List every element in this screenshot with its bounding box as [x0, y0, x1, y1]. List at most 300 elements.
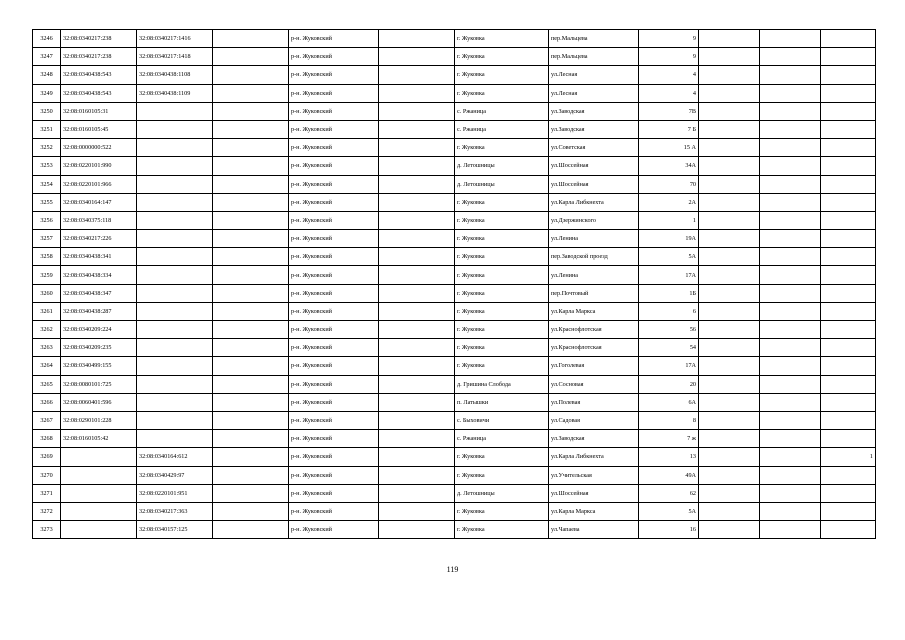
cadastral-number-cell: 32:08:0340438:287 — [61, 302, 137, 320]
empty-cell — [213, 502, 289, 520]
table-row — [33, 484, 876, 502]
district-cell: р-н. Жуковский — [289, 248, 379, 266]
empty-cell — [760, 102, 821, 120]
registry-table — [32, 29, 876, 539]
row-number-cell: 3253 — [33, 157, 61, 175]
extra-value-cell — [821, 230, 876, 248]
cadastral-number-cell: 32:08:0060401:596 — [61, 393, 137, 411]
extra-value-cell — [821, 302, 876, 320]
cadastral-number-cell: 32:08:0160105:31 — [61, 102, 137, 120]
extra-value-cell — [821, 30, 876, 48]
street-cell: ул.Ленина — [549, 230, 639, 248]
row-number-cell: 3273 — [33, 521, 61, 539]
empty-cell — [213, 321, 289, 339]
district-cell: р-н. Жуковский — [289, 120, 379, 138]
empty-cell — [213, 120, 289, 138]
locality-cell: г. Жуковка — [455, 139, 549, 157]
house-number-cell: 62 — [639, 484, 699, 502]
cadastral-number-cell: 32:08:0220101:990 — [61, 157, 137, 175]
street-cell: ул.Заводская — [549, 430, 639, 448]
extra-value-cell — [821, 284, 876, 302]
cadastral-number-cell: 32:08:0340217:238 — [61, 30, 137, 48]
row-number-cell: 3258 — [33, 248, 61, 266]
locality-cell: г. Жуковка — [455, 339, 549, 357]
district-cell: р-н. Жуковский — [289, 139, 379, 157]
locality-cell: г. Жуковка — [455, 84, 549, 102]
table-row — [33, 139, 876, 157]
cadastral-number-cell — [61, 521, 137, 539]
empty-cell — [699, 120, 760, 138]
street-cell: пер.Заводской проезд — [549, 248, 639, 266]
district-cell: р-н. Жуковский — [289, 193, 379, 211]
locality-cell: с. Ржаница — [455, 102, 549, 120]
table-row — [33, 211, 876, 229]
row-number-cell: 3266 — [33, 393, 61, 411]
row-number-cell: 3262 — [33, 321, 61, 339]
house-number-cell: 9 — [639, 30, 699, 48]
table-row — [33, 48, 876, 66]
house-number-cell: 4 — [639, 84, 699, 102]
locality-cell: г. Жуковка — [455, 357, 549, 375]
empty-cell — [699, 139, 760, 157]
empty-cell — [379, 430, 455, 448]
empty-cell — [379, 175, 455, 193]
extra-value-cell — [821, 102, 876, 120]
cadastral-number-cell: 32:08:0340217:238 — [61, 48, 137, 66]
empty-cell — [213, 357, 289, 375]
table-row — [33, 84, 876, 102]
table-row — [33, 375, 876, 393]
extra-value-cell — [821, 430, 876, 448]
table-row — [33, 411, 876, 429]
empty-cell — [379, 139, 455, 157]
row-number-cell: 3247 — [33, 48, 61, 66]
empty-cell — [699, 266, 760, 284]
object-cadastral-number-cell: 32:08:0340217:363 — [137, 502, 213, 520]
locality-cell: г. Жуковка — [455, 502, 549, 520]
street-cell: ул.Карла Маркса — [549, 502, 639, 520]
empty-cell — [760, 302, 821, 320]
street-cell: ул.Шоссейная — [549, 157, 639, 175]
empty-cell — [699, 339, 760, 357]
extra-value-cell — [821, 84, 876, 102]
extra-value-cell — [821, 175, 876, 193]
object-cadastral-number-cell — [137, 102, 213, 120]
table-body — [33, 30, 876, 539]
object-cadastral-number-cell — [137, 266, 213, 284]
empty-cell — [379, 30, 455, 48]
empty-cell — [699, 502, 760, 520]
row-number-cell: 3257 — [33, 230, 61, 248]
locality-cell: с. Ржаница — [455, 430, 549, 448]
object-cadastral-number-cell: 32:08:0220101:951 — [137, 484, 213, 502]
locality-cell: г. Жуковка — [455, 211, 549, 229]
row-number-cell: 3251 — [33, 120, 61, 138]
house-number-cell: 17А — [639, 357, 699, 375]
empty-cell — [760, 393, 821, 411]
table-row — [33, 248, 876, 266]
empty-cell — [699, 393, 760, 411]
empty-cell — [760, 484, 821, 502]
empty-cell — [379, 193, 455, 211]
object-cadastral-number-cell — [137, 248, 213, 266]
street-cell: ул.Ленина — [549, 266, 639, 284]
empty-cell — [699, 521, 760, 539]
street-cell: пер.Мальцева — [549, 48, 639, 66]
cadastral-number-cell: 32:08:0160105:42 — [61, 430, 137, 448]
empty-cell — [699, 430, 760, 448]
cadastral-number-cell: 32:08:0340438:341 — [61, 248, 137, 266]
empty-cell — [699, 48, 760, 66]
house-number-cell: 9 — [639, 48, 699, 66]
empty-cell — [213, 339, 289, 357]
house-number-cell: 2А — [639, 193, 699, 211]
empty-cell — [213, 393, 289, 411]
object-cadastral-number-cell: 32:08:0340157:125 — [137, 521, 213, 539]
house-number-cell: 4 — [639, 66, 699, 84]
row-number-cell: 3264 — [33, 357, 61, 375]
locality-cell: г. Жуковка — [455, 521, 549, 539]
locality-cell: г. Жуковка — [455, 193, 549, 211]
empty-cell — [379, 466, 455, 484]
object-cadastral-number-cell — [137, 193, 213, 211]
empty-cell — [760, 375, 821, 393]
table-row — [33, 193, 876, 211]
district-cell: р-н. Жуковский — [289, 266, 379, 284]
empty-cell — [379, 120, 455, 138]
district-cell: р-н. Жуковский — [289, 230, 379, 248]
object-cadastral-number-cell — [137, 339, 213, 357]
object-cadastral-number-cell — [137, 393, 213, 411]
empty-cell — [379, 302, 455, 320]
street-cell: ул.Садовая — [549, 411, 639, 429]
district-cell: р-н. Жуковский — [289, 66, 379, 84]
row-number-cell: 3249 — [33, 84, 61, 102]
table-row — [33, 430, 876, 448]
object-cadastral-number-cell — [137, 157, 213, 175]
street-cell: ул.Заводская — [549, 102, 639, 120]
street-cell: ул.Шоссейная — [549, 175, 639, 193]
table-row — [33, 30, 876, 48]
district-cell: р-н. Жуковский — [289, 521, 379, 539]
locality-cell: г. Жуковка — [455, 66, 549, 84]
object-cadastral-number-cell — [137, 175, 213, 193]
house-number-cell: 56 — [639, 321, 699, 339]
extra-value-cell — [821, 48, 876, 66]
object-cadastral-number-cell: 32:08:0340164:612 — [137, 448, 213, 466]
empty-cell — [379, 66, 455, 84]
object-cadastral-number-cell — [137, 120, 213, 138]
object-cadastral-number-cell: 32:08:0340438:1109 — [137, 84, 213, 102]
district-cell: р-н. Жуковский — [289, 157, 379, 175]
cadastral-number-cell: 32:08:0340438:347 — [61, 284, 137, 302]
empty-cell — [760, 139, 821, 157]
empty-cell — [213, 266, 289, 284]
table-row — [33, 448, 876, 466]
district-cell: р-н. Жуковский — [289, 502, 379, 520]
empty-cell — [699, 302, 760, 320]
extra-value-cell — [821, 321, 876, 339]
table-row — [33, 339, 876, 357]
row-number-cell: 3248 — [33, 66, 61, 84]
empty-cell — [760, 120, 821, 138]
locality-cell: д. Летошницы — [455, 484, 549, 502]
empty-cell — [699, 466, 760, 484]
empty-cell — [760, 357, 821, 375]
empty-cell — [760, 339, 821, 357]
empty-cell — [213, 302, 289, 320]
house-number-cell: 7 ж — [639, 430, 699, 448]
locality-cell: г. Жуковка — [455, 266, 549, 284]
street-cell: ул.Краснофлотская — [549, 321, 639, 339]
extra-value-cell — [821, 521, 876, 539]
cadastral-number-cell: 32:08:0340438:543 — [61, 84, 137, 102]
district-cell: р-н. Жуковский — [289, 48, 379, 66]
table-row — [33, 66, 876, 84]
extra-value-cell — [821, 157, 876, 175]
extra-value-cell — [821, 248, 876, 266]
empty-cell — [760, 502, 821, 520]
empty-cell — [213, 430, 289, 448]
empty-cell — [213, 102, 289, 120]
cadastral-number-cell: 32:08:0340438:543 — [61, 66, 137, 84]
row-number-cell: 3260 — [33, 284, 61, 302]
object-cadastral-number-cell — [137, 430, 213, 448]
extra-value-cell — [821, 502, 876, 520]
empty-cell — [760, 211, 821, 229]
table-row — [33, 120, 876, 138]
empty-cell — [379, 211, 455, 229]
row-number-cell: 3246 — [33, 30, 61, 48]
object-cadastral-number-cell — [137, 321, 213, 339]
house-number-cell: 54 — [639, 339, 699, 357]
empty-cell — [760, 321, 821, 339]
cadastral-number-cell — [61, 502, 137, 520]
empty-cell — [760, 175, 821, 193]
locality-cell: с. Быховичи — [455, 411, 549, 429]
district-cell: р-н. Жуковский — [289, 30, 379, 48]
cadastral-number-cell: 32:08:0340499:155 — [61, 357, 137, 375]
empty-cell — [379, 521, 455, 539]
house-number-cell: 16 — [639, 521, 699, 539]
empty-cell — [213, 484, 289, 502]
table-row — [33, 466, 876, 484]
district-cell: р-н. Жуковский — [289, 484, 379, 502]
object-cadastral-number-cell — [137, 211, 213, 229]
row-number-cell: 3259 — [33, 266, 61, 284]
empty-cell — [379, 48, 455, 66]
empty-cell — [379, 266, 455, 284]
house-number-cell: 1 — [639, 211, 699, 229]
empty-cell — [379, 284, 455, 302]
empty-cell — [699, 357, 760, 375]
empty-cell — [699, 193, 760, 211]
empty-cell — [379, 484, 455, 502]
row-number-cell: 3269 — [33, 448, 61, 466]
empty-cell — [699, 284, 760, 302]
empty-cell — [699, 175, 760, 193]
table-row — [33, 357, 876, 375]
extra-value-cell — [821, 193, 876, 211]
house-number-cell: 70 — [639, 175, 699, 193]
table-row — [33, 102, 876, 120]
empty-cell — [213, 193, 289, 211]
table-row — [33, 521, 876, 539]
empty-cell — [379, 357, 455, 375]
table-row — [33, 321, 876, 339]
empty-cell — [213, 466, 289, 484]
empty-cell — [760, 284, 821, 302]
district-cell: р-н. Жуковский — [289, 339, 379, 357]
street-cell: ул.Шоссейная — [549, 484, 639, 502]
district-cell: р-н. Жуковский — [289, 302, 379, 320]
table-row — [33, 502, 876, 520]
locality-cell: д. Летошницы — [455, 175, 549, 193]
empty-cell — [379, 157, 455, 175]
house-number-cell: 8 — [639, 411, 699, 429]
row-number-cell: 3255 — [33, 193, 61, 211]
street-cell: ул.Заводская — [549, 120, 639, 138]
house-number-cell: 15 А — [639, 139, 699, 157]
cadastral-number-cell: 32:08:0290101:228 — [61, 411, 137, 429]
empty-cell — [699, 321, 760, 339]
object-cadastral-number-cell: 32:08:0340217:1418 — [137, 48, 213, 66]
street-cell: ул.Лесная — [549, 66, 639, 84]
empty-cell — [760, 84, 821, 102]
cadastral-number-cell: 32:08:0340438:334 — [61, 266, 137, 284]
house-number-cell: 5А — [639, 248, 699, 266]
row-number-cell: 3265 — [33, 375, 61, 393]
empty-cell — [760, 193, 821, 211]
empty-cell — [760, 521, 821, 539]
locality-cell: г. Жуковка — [455, 30, 549, 48]
table-row — [33, 284, 876, 302]
extra-value-cell — [821, 266, 876, 284]
district-cell: р-н. Жуковский — [289, 211, 379, 229]
empty-cell — [699, 102, 760, 120]
locality-cell: г. Жуковка — [455, 448, 549, 466]
house-number-cell: 1Б — [639, 284, 699, 302]
empty-cell — [379, 339, 455, 357]
empty-cell — [213, 30, 289, 48]
empty-cell — [379, 102, 455, 120]
row-number-cell: 3267 — [33, 411, 61, 429]
row-number-cell: 3272 — [33, 502, 61, 520]
locality-cell: д. Летошницы — [455, 157, 549, 175]
street-cell: ул.Дзержинского — [549, 211, 639, 229]
locality-cell: г. Жуковка — [455, 230, 549, 248]
empty-cell — [213, 139, 289, 157]
district-cell: р-н. Жуковский — [289, 175, 379, 193]
extra-value-cell — [821, 211, 876, 229]
row-number-cell: 3268 — [33, 430, 61, 448]
locality-cell: г. Жуковка — [455, 466, 549, 484]
locality-cell: г. Жуковка — [455, 302, 549, 320]
empty-cell — [213, 284, 289, 302]
empty-cell — [213, 375, 289, 393]
empty-cell — [699, 211, 760, 229]
locality-cell: г. Жуковка — [455, 321, 549, 339]
empty-cell — [760, 430, 821, 448]
district-cell: р-н. Жуковский — [289, 448, 379, 466]
extra-value-cell — [821, 339, 876, 357]
empty-cell — [379, 321, 455, 339]
street-cell: ул.Гоголевая — [549, 357, 639, 375]
district-cell: р-н. Жуковский — [289, 466, 379, 484]
street-cell: ул.Карла Либкнехта — [549, 193, 639, 211]
locality-cell: г. Жуковка — [455, 48, 549, 66]
cadastral-number-cell: 32:08:0340209:224 — [61, 321, 137, 339]
object-cadastral-number-cell — [137, 375, 213, 393]
district-cell: р-н. Жуковский — [289, 357, 379, 375]
cadastral-number-cell: 32:08:0340217:226 — [61, 230, 137, 248]
empty-cell — [379, 411, 455, 429]
street-cell: ул.Лесная — [549, 84, 639, 102]
object-cadastral-number-cell — [137, 302, 213, 320]
empty-cell — [760, 230, 821, 248]
cadastral-number-cell: 32:08:0000000:522 — [61, 139, 137, 157]
cadastral-number-cell: 32:08:0340209:235 — [61, 339, 137, 357]
empty-cell — [760, 248, 821, 266]
extra-value-cell — [821, 139, 876, 157]
street-cell: пер.Почтовый — [549, 284, 639, 302]
locality-cell: п. Латышки — [455, 393, 549, 411]
empty-cell — [213, 230, 289, 248]
district-cell: р-н. Жуковский — [289, 284, 379, 302]
street-cell: ул.Учительская — [549, 466, 639, 484]
empty-cell — [213, 48, 289, 66]
extra-value-cell — [821, 120, 876, 138]
table-row — [33, 302, 876, 320]
empty-cell — [699, 484, 760, 502]
row-number-cell: 3250 — [33, 102, 61, 120]
empty-cell — [699, 248, 760, 266]
house-number-cell: 7В — [639, 102, 699, 120]
extra-value-cell — [821, 375, 876, 393]
empty-cell — [379, 248, 455, 266]
object-cadastral-number-cell — [137, 230, 213, 248]
empty-cell — [379, 84, 455, 102]
street-cell: ул.Карла Либкнехта — [549, 448, 639, 466]
extra-value-cell — [821, 411, 876, 429]
extra-value-cell — [821, 484, 876, 502]
empty-cell — [379, 393, 455, 411]
street-cell: ул.Карла Маркса — [549, 302, 639, 320]
empty-cell — [213, 248, 289, 266]
extra-value-cell — [821, 393, 876, 411]
house-number-cell: 5А — [639, 502, 699, 520]
house-number-cell: 6А — [639, 393, 699, 411]
empty-cell — [699, 157, 760, 175]
house-number-cell: 13 — [639, 448, 699, 466]
district-cell: р-н. Жуковский — [289, 430, 379, 448]
house-number-cell: 7 Б — [639, 120, 699, 138]
empty-cell — [760, 66, 821, 84]
empty-cell — [213, 175, 289, 193]
district-cell: р-н. Жуковский — [289, 84, 379, 102]
district-cell: р-н. Жуковский — [289, 375, 379, 393]
locality-cell: д. Гришина Слобода — [455, 375, 549, 393]
empty-cell — [760, 157, 821, 175]
table-row — [33, 230, 876, 248]
empty-cell — [699, 30, 760, 48]
page-number: 119 — [446, 565, 459, 574]
empty-cell — [213, 521, 289, 539]
empty-cell — [699, 448, 760, 466]
district-cell: р-н. Жуковский — [289, 102, 379, 120]
empty-cell — [213, 66, 289, 84]
extra-value-cell — [821, 466, 876, 484]
